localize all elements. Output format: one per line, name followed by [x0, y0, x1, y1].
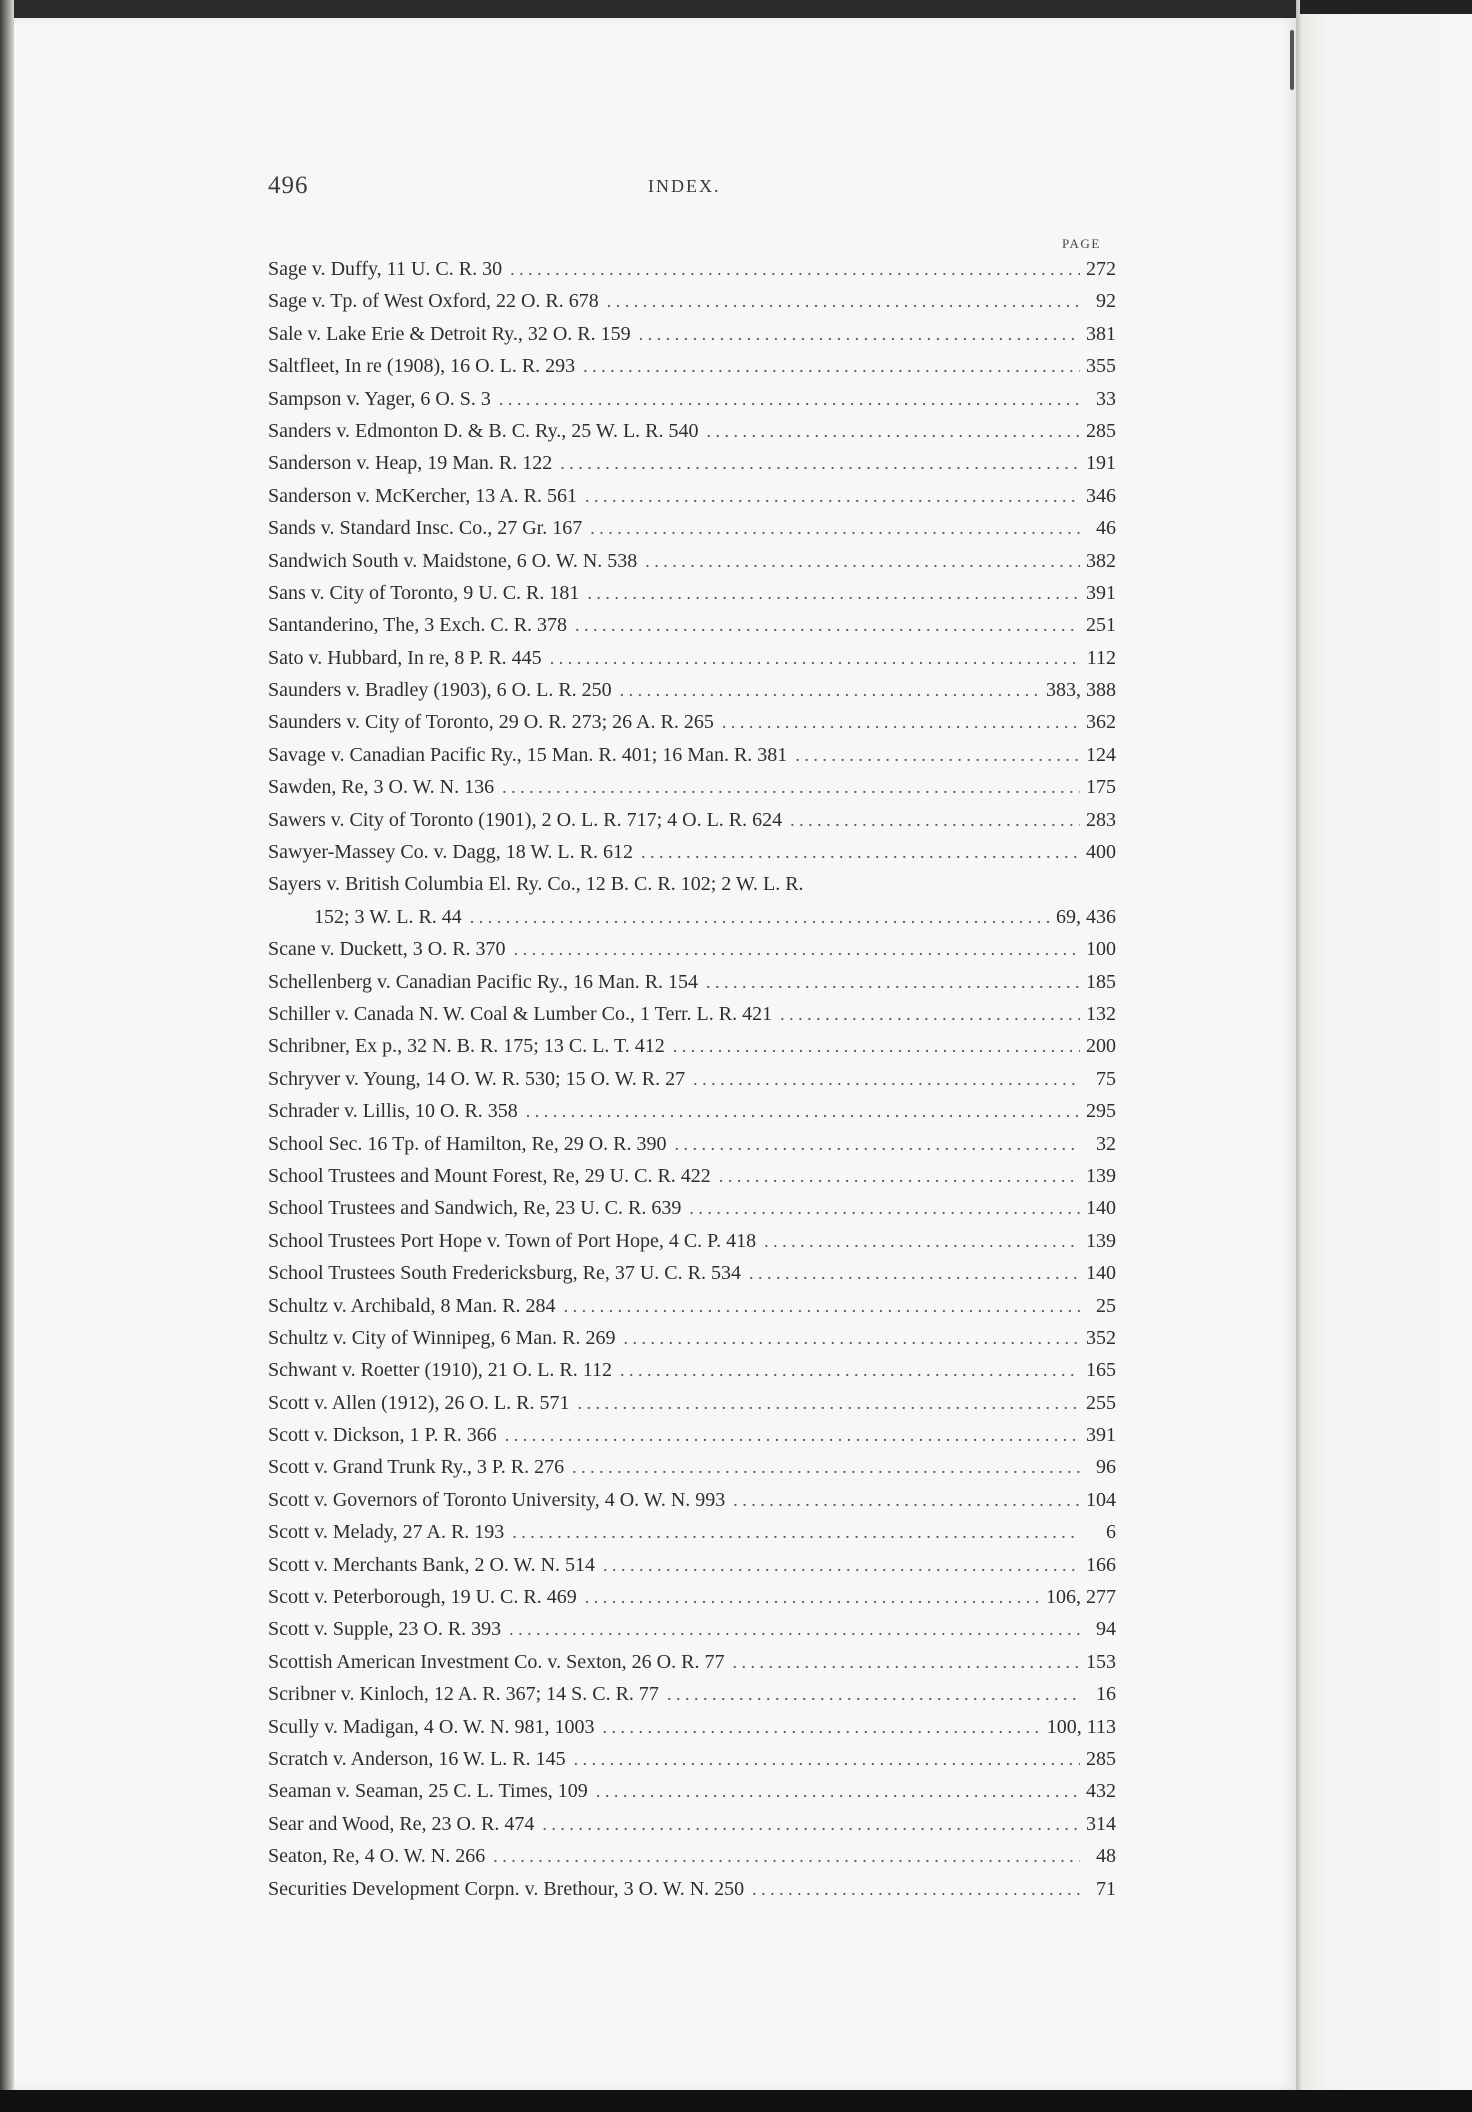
page-reference: 140	[1086, 1262, 1116, 1285]
case-citation: Seaman v. Seaman, 25 C. L. Times, 109	[268, 1780, 588, 1803]
case-citation: Scott v. Dickson, 1 P. R. 366	[268, 1424, 497, 1447]
running-head: INDEX.	[648, 176, 721, 196]
case-citation: Scratch v. Anderson, 16 W. L. R. 145	[268, 1747, 566, 1770]
dot-leader	[620, 1360, 1080, 1381]
page-reference: 166	[1086, 1553, 1116, 1576]
case-citation: Scott v. Supple, 23 O. R. 393	[268, 1618, 502, 1641]
dot-leader	[764, 1231, 1080, 1252]
case-citation: Sear and Wood, Re, 23 O. R. 474	[268, 1812, 535, 1835]
index-entry	[268, 1035, 1116, 1067]
case-citation: Sato v. Hubbard, In re, 8 P. R. 445	[268, 646, 542, 669]
case-citation: Schultz v. City of Winnipeg, 6 Man. R. 269	[268, 1326, 616, 1349]
index-entry	[268, 1683, 1116, 1715]
page-reference: 25	[1096, 1294, 1116, 1317]
index-entry	[268, 971, 1116, 1003]
dot-leader	[550, 648, 1080, 669]
index-entry	[268, 1003, 1116, 1035]
index-entry	[268, 1554, 1116, 1586]
page-reference: 272	[1086, 258, 1116, 280]
index-entry	[268, 1456, 1116, 1488]
case-citation: Scottish American Investment Co. v. Sexton, 26 O. R. 77	[268, 1650, 725, 1673]
case-citation: School Trustees and Sandwich, Re, 23 U. C. R. 639	[268, 1197, 682, 1220]
page-reference: 75	[1096, 1067, 1116, 1090]
index-entry	[268, 1813, 1116, 1845]
dot-leader	[512, 1522, 1080, 1543]
case-citation: Scott v. Merchants Bank, 2 O. W. N. 514	[268, 1553, 596, 1576]
index-entry	[268, 614, 1116, 646]
page-reference: 92	[1096, 290, 1116, 313]
index-entry	[268, 258, 1116, 290]
dot-leader	[667, 1684, 1080, 1705]
dot-leader	[505, 1425, 1080, 1446]
page-reference: 46	[1096, 517, 1116, 540]
page-reference: 355	[1086, 355, 1116, 378]
case-citation: School Trustees South Fredericksburg, Re, 37 U. C. R. 534	[268, 1262, 741, 1285]
index-entry	[268, 485, 1116, 517]
case-citation: Scully v. Madigan, 4 O. W. N. 981, 1003	[268, 1715, 595, 1738]
case-citation: Scane v. Duckett, 3 O. R. 370	[268, 938, 506, 961]
dot-leader	[603, 1555, 1080, 1576]
index-entry	[268, 744, 1116, 776]
case-citation: Saunders v. Bradley (1903), 6 O. L. R. 250	[268, 679, 612, 702]
index-entry	[268, 550, 1116, 582]
index-entry	[268, 582, 1116, 614]
page-reference: 139	[1086, 1229, 1116, 1252]
case-citation: Sanderson v. McKercher, 13 A. R. 561	[268, 484, 577, 507]
page-reference: 391	[1086, 1424, 1116, 1447]
case-citation: Schribner, Ex p., 32 N. B. R. 175; 13 C. L. T. 412	[268, 1035, 665, 1058]
case-citation: Sanderson v. Heap, 19 Man. R. 122	[268, 452, 553, 475]
page-reference: 383, 388	[1046, 679, 1116, 702]
page-reference: 112	[1086, 646, 1116, 669]
dot-leader	[607, 291, 1080, 312]
index-entry	[268, 1197, 1116, 1229]
dot-leader	[749, 1263, 1080, 1284]
page-reference: 382	[1086, 549, 1116, 572]
index-entry	[268, 647, 1116, 679]
dot-leader	[542, 1814, 1080, 1835]
index-entry	[268, 1521, 1116, 1553]
dot-leader	[689, 1198, 1080, 1219]
case-citation: Sage v. Duffy, 11 U. C. R. 30	[268, 258, 503, 280]
index-entry	[268, 1100, 1116, 1132]
case-citation: Sawyer-Massey Co. v. Dagg, 18 W. L. R. 612	[268, 841, 633, 864]
case-citation: Seaton, Re, 4 O. W. N. 266	[268, 1845, 486, 1868]
page-reference: 391	[1086, 581, 1116, 604]
index-entry	[268, 873, 1116, 905]
index-entry	[268, 1359, 1116, 1391]
page-reference: 124	[1086, 743, 1116, 766]
page-reference: 104	[1086, 1488, 1116, 1511]
page-reference: 6	[1106, 1521, 1116, 1544]
case-citation: Securities Development Corpn. v. Brethour, 3 O. W. N. 250	[268, 1877, 745, 1900]
case-citation: School Sec. 16 Tp. of Hamilton, Re, 29 O. R. 390	[268, 1132, 667, 1155]
index-entry	[268, 1780, 1116, 1812]
index-entry	[268, 679, 1116, 711]
page-reference: 132	[1086, 1002, 1116, 1025]
page-reference: 432	[1086, 1780, 1116, 1803]
case-citation: Savage v. Canadian Pacific Ry., 15 Man. R. 401; 16 Man. R. 381	[268, 743, 788, 766]
index-entry	[268, 323, 1116, 355]
dot-leader	[639, 324, 1080, 345]
case-citation: Schryver v. Young, 14 O. W. R. 530; 15 O. W. R. 27	[268, 1067, 686, 1090]
page-reference: 255	[1086, 1391, 1116, 1414]
top-scan-strip	[1300, 0, 1472, 14]
index-entry	[268, 1068, 1116, 1100]
index-entry	[268, 1748, 1116, 1780]
page-reference: 200	[1086, 1035, 1116, 1058]
dot-leader	[564, 1296, 1080, 1317]
index-entry	[268, 938, 1116, 970]
index-entry	[268, 1651, 1116, 1683]
binding-mark	[1290, 30, 1294, 90]
dot-leader	[722, 712, 1080, 733]
case-citation: Sanders v. Edmonton D. & B. C. Ry., 25 W. L. R. 540	[268, 419, 699, 442]
dot-leader	[733, 1490, 1080, 1511]
dot-leader	[526, 1101, 1080, 1122]
case-citation: Schiller v. Canada N. W. Coal & Lumber Co., 1 Terr. L. R. 421	[268, 1002, 773, 1025]
case-citation: Scott v. Melady, 27 A. R. 193	[268, 1521, 505, 1544]
case-citation: Sampson v. Yager, 6 O. S. 3	[268, 387, 491, 410]
dot-leader	[574, 1749, 1080, 1770]
case-citation: Scott v. Governors of Toronto University, 4 O. W. N. 993	[268, 1488, 726, 1511]
index-entry	[268, 290, 1116, 322]
dot-leader	[585, 1587, 1040, 1608]
case-citation: Sale v. Lake Erie & Detroit Ry., 32 O. R. 159	[268, 322, 631, 345]
page-reference: 94	[1096, 1618, 1116, 1641]
case-citation: Scribner v. Kinloch, 12 A. R. 367; 14 S. C. R. 77	[268, 1683, 659, 1706]
page-reference: 285	[1086, 419, 1116, 442]
page-reference: 251	[1086, 614, 1116, 637]
page-reference: 96	[1096, 1456, 1116, 1479]
case-citation: Schultz v. Archibald, 8 Man. R. 284	[268, 1294, 556, 1317]
dot-leader	[575, 615, 1080, 636]
page-reference: 139	[1086, 1164, 1116, 1187]
index-entry	[268, 452, 1116, 484]
page-reference: 153	[1086, 1650, 1116, 1673]
page-reference: 100	[1086, 938, 1116, 961]
dot-leader	[514, 939, 1080, 960]
case-citation: 152; 3 W. L. R. 44	[314, 905, 462, 928]
index-entry	[268, 711, 1116, 743]
index-entry	[268, 1424, 1116, 1456]
index-entry	[268, 1845, 1116, 1877]
index-entries	[268, 258, 1116, 1910]
page-reference: 32	[1096, 1132, 1116, 1155]
dot-leader	[624, 1328, 1080, 1349]
page-reference: 140	[1086, 1197, 1116, 1220]
dot-leader	[620, 680, 1040, 701]
page-reference: 381	[1086, 322, 1116, 345]
index-entry	[268, 1618, 1116, 1650]
bottom-scan-strip	[0, 2090, 1472, 2112]
page-reference: 295	[1086, 1100, 1116, 1123]
index-entry	[268, 1878, 1116, 1910]
case-citation: Schellenberg v. Canadian Pacific Ry., 16 Man. R. 154	[268, 970, 699, 993]
page-reference: 165	[1086, 1359, 1116, 1382]
case-citation: Saltfleet, In re (1908), 16 O. L. R. 293	[268, 355, 576, 378]
dot-leader	[602, 1717, 1040, 1738]
index-entry	[268, 1295, 1116, 1327]
dot-leader	[693, 1069, 1080, 1090]
case-citation: Scott v. Peterborough, 19 U. C. R. 469	[268, 1586, 577, 1609]
dot-leader	[795, 745, 1080, 766]
index-entry	[268, 1230, 1116, 1262]
dot-leader	[502, 777, 1080, 798]
case-citation: Sage v. Tp. of West Oxford, 22 O. R. 678	[268, 290, 599, 313]
page-reference: 191	[1086, 452, 1116, 475]
index-entry	[268, 841, 1116, 873]
index-entry	[268, 809, 1116, 841]
page-reference: 346	[1086, 484, 1116, 507]
dot-leader	[577, 1393, 1080, 1414]
dot-leader	[780, 1004, 1080, 1025]
case-citation: Sans v. City of Toronto, 9 U. C. R. 181	[268, 581, 580, 604]
page-reference: 175	[1086, 776, 1116, 799]
dot-leader	[493, 1846, 1080, 1867]
case-citation: Sands v. Standard Insc. Co., 27 Gr. 167	[268, 517, 583, 540]
dot-leader	[707, 421, 1080, 442]
page-column-label: PAGE	[1062, 236, 1101, 251]
dot-leader	[719, 1166, 1080, 1187]
dot-leader	[675, 1134, 1081, 1155]
dot-leader	[587, 583, 1080, 604]
dot-leader	[645, 551, 1080, 572]
page-reference: 69, 436	[1056, 905, 1116, 928]
dot-leader	[732, 1652, 1080, 1673]
dot-leader	[641, 842, 1080, 863]
case-citation: Santanderino, The, 3 Exch. C. R. 378	[268, 614, 568, 637]
index-entry	[268, 1133, 1116, 1165]
index-entry	[268, 1327, 1116, 1359]
dot-leader	[590, 518, 1080, 539]
dot-leader	[752, 1879, 1080, 1900]
dot-leader	[572, 1457, 1080, 1478]
page-reference: 362	[1086, 711, 1116, 734]
dot-leader	[470, 907, 1050, 928]
dot-leader	[673, 1036, 1080, 1057]
page-reference: 352	[1086, 1326, 1116, 1349]
index-entry	[268, 1489, 1116, 1521]
page-reference: 106, 277	[1046, 1586, 1116, 1609]
dot-leader	[560, 453, 1080, 474]
index-entry	[268, 776, 1116, 808]
page-left-edge	[0, 0, 14, 2112]
page-reference: 71	[1096, 1877, 1116, 1900]
case-citation: Saunders v. City of Toronto, 29 O. R. 273; 26 A. R. 265	[268, 711, 714, 734]
dot-leader	[596, 1781, 1080, 1802]
index-entry	[268, 906, 1116, 938]
case-citation: School Trustees and Mount Forest, Re, 29 U. C. R. 422	[268, 1164, 711, 1187]
index-entry	[268, 420, 1116, 452]
index-entry	[268, 388, 1116, 420]
dot-leader	[499, 389, 1080, 410]
dot-leader	[510, 259, 1080, 280]
index-entry	[268, 1165, 1116, 1197]
case-citation: Schrader v. Lillis, 10 O. R. 358	[268, 1100, 518, 1123]
dot-leader	[706, 972, 1080, 993]
index-entry	[268, 1262, 1116, 1294]
index-entry	[268, 1586, 1116, 1618]
dot-leader	[509, 1619, 1080, 1640]
index-entry	[268, 1392, 1116, 1424]
case-citation: Schwant v. Roetter (1910), 21 O. L. R. 112	[268, 1359, 613, 1382]
case-citation: Sawden, Re, 3 O. W. N. 136	[268, 776, 495, 799]
page-number: 496	[268, 172, 309, 199]
case-citation: Scott v. Grand Trunk Ry., 3 P. R. 276	[268, 1456, 565, 1479]
page-reference: 48	[1096, 1845, 1116, 1868]
page-reference: 285	[1086, 1747, 1116, 1770]
case-citation: Sandwich South v. Maidstone, 6 O. W. N. 538	[268, 549, 638, 572]
index-entry	[268, 355, 1116, 387]
case-citation: Sawers v. City of Toronto (1901), 2 O. L. R. 717; 4 O. L. R. 624	[268, 808, 783, 831]
page-reference: 314	[1086, 1812, 1116, 1835]
dot-leader	[585, 486, 1080, 507]
case-citation: Sayers v. British Columbia El. Ry. Co., 12 B. C. R. 102; 2 W. L. R.	[268, 873, 804, 896]
page-reference: 33	[1096, 387, 1116, 410]
page-reference: 16	[1096, 1683, 1116, 1706]
case-citation: School Trustees Port Hope v. Town of Port Hope, 4 C. P. 418	[268, 1229, 757, 1252]
page-reference: 400	[1086, 841, 1116, 864]
page-reference: 100, 113	[1046, 1715, 1116, 1738]
facing-page	[1296, 0, 1472, 2112]
case-citation: Scott v. Allen (1912), 26 O. L. R. 571	[268, 1391, 570, 1414]
index-entry	[268, 1716, 1116, 1748]
dot-leader	[790, 810, 1080, 831]
page-reference: 283	[1086, 808, 1116, 831]
index-entry	[268, 517, 1116, 549]
dot-leader	[583, 356, 1080, 377]
page-reference: 185	[1086, 970, 1116, 993]
